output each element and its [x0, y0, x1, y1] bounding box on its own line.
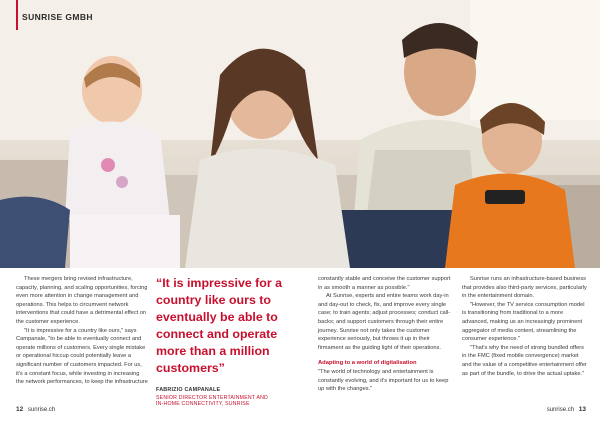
paragraph: constantly stable and conceive the customer support in as smooth a manner as possible."	[318, 276, 451, 291]
paragraph: Sunrise runs an infrastructure-based business that provides also third-party services, particularly in the entertainment domain.	[462, 276, 587, 300]
brand-accent-bar	[16, 0, 18, 30]
paragraph: "However, the TV service consumption model is transitioning from traditional to a more advanced, making us an increasingly prominent aggregator of media content, streamlining the consumer experience."	[462, 301, 585, 343]
section-heading: Adapting to a world of digitalisation	[318, 360, 417, 367]
footer-site-left: sunrise.ch	[27, 407, 56, 413]
column-3	[318, 275, 456, 394]
pull-quote: “It is impressive for a country like ours to eventually be able to connect and operate more than a million customers”	[156, 276, 283, 375]
footer-right	[547, 406, 586, 413]
column-4	[462, 275, 587, 378]
footer-left	[16, 406, 55, 413]
brand-name: SUNRISE GMBH	[22, 12, 93, 22]
paragraph: At Sunrise, experts and entire teams work day-in and day-out to check, fix, and improve every single case; to train agents; adjust processes; conduct call-backs; and support customers through their entire journey. Sunrise not only takes the customer experience seriously, but throws it up in their firmament as the guiding light of their operations.	[318, 293, 451, 351]
quote-attribution-role: SENIOR DIRECTOR ENTERTAINMENT AND IN-HOME CONNECTIVITY, SUNRISE	[156, 394, 268, 408]
paragraph: "The world of technology and entertainment is constantly evolving, and it's important for us to keep up with the changes."	[318, 368, 449, 393]
paragraph: "It is impressive for a country like ours," says Campanale, "to be able to eventually connect and operate millions of customers. Every single mistake or operational hiccup could potentially leave a significant number of customers impacted. For us, it's a constant focus, while investing in increasing the network performances, to keep the infrastructure	[16, 327, 148, 386]
page-number-left: 12	[16, 406, 24, 413]
paragraph: These mergers bring revised infrastructure, capacity, planning, and scaling opportunities, forcing even more attention in change management and operations. This helps to circumvent network interventions that could have a detrimental effect on the customer experience.	[16, 276, 148, 325]
page-number-right: 13	[578, 406, 586, 413]
column-1	[16, 275, 148, 387]
footer-site-right: sunrise.ch	[546, 407, 575, 413]
quote-attribution-name: FABRIZIO CAMPANALE	[156, 387, 221, 393]
paragraph: "That's why the need of strong bundled offers in the FMC (fixed mobile convergence) market and the value of a competitive entertainment offer as part of the bundle, to drive the actual uptake."	[462, 344, 587, 377]
pull-quote-column	[156, 275, 306, 408]
